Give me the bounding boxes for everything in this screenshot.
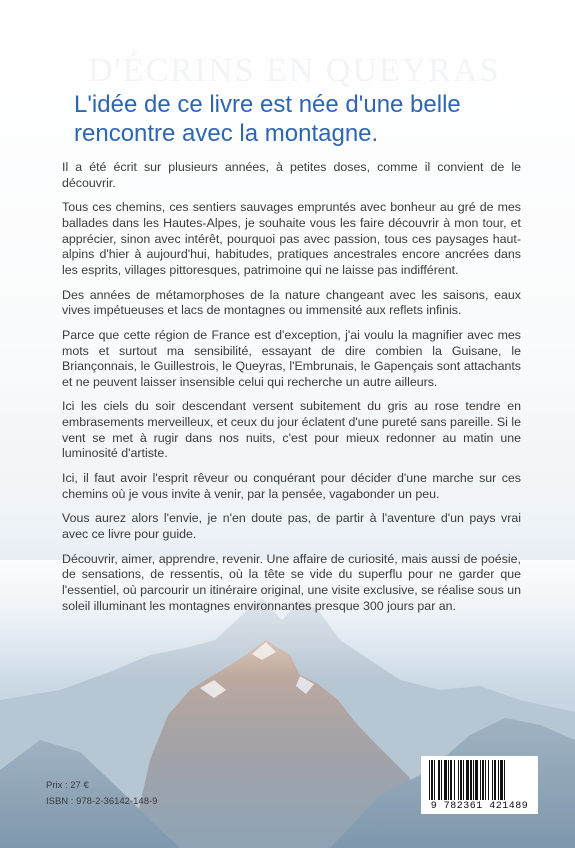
blurb-paragraph: Parce que cette région de France est d'exception, j'ai voulu la magnifier avec mes mots et surtout ma sensibilité, essayant de dire combien la Guisane, le Briançonnais, le Guillestrois, le Queyras, l'Embrunais, le Gapençais sont attachants et ne peuvent laisser insensible celui qui recherche un autre ailleurs. bbox=[62, 327, 521, 389]
barcode-number: 9 782361 421489 bbox=[430, 801, 529, 812]
barcode-bar bbox=[485, 760, 486, 800]
barcode-bar bbox=[466, 760, 469, 800]
barcode-bar bbox=[431, 760, 433, 800]
barcode-bar bbox=[460, 760, 462, 800]
barcode-bars bbox=[427, 760, 532, 800]
price-label: Prix : 27 € bbox=[46, 780, 89, 791]
isbn-barcode bbox=[421, 756, 538, 814]
blurb-paragraph: Découvrir, aimer, apprendre, revenir. Une affaire de curiosité, mais aussi de poésie, de sensations, de ressentis, où la tête se vide du superflu pour ne garder que l'essentiel, où parcourir un itinéraire original, une visite exclusive, se réalise sous un soleil illuminant les montagnes environnantes presque 300 jours par an. bbox=[62, 551, 521, 613]
blurb-text bbox=[62, 160, 521, 623]
blurb-paragraph: Tous ces chemins, ces sentiers sauvages empruntés avec bonheur au gré de mes ballades dans les Hautes-Alpes, je souhaite vous les faire découvrir à mon tour, et apprécier, sinon avec intérêt, pourquoi pas avec passion, tous ces paysages haut-alpins d'hier à aujourd'hui, habitudes, pratiques ancestrales encore ancrées dans les esprits, villages pittoresques, patrimoine qui ne laisse pas indifférent. bbox=[62, 200, 521, 277]
headline: L'idée de ce livre est née d'une belle rencontre avec la montagne. bbox=[74, 91, 461, 147]
blurb-paragraph: Des années de métamorphoses de la nature changeant avec les saisons, eaux vives impétueuses et lacs de montagnes ou immensité aux reflets infinis. bbox=[62, 287, 521, 318]
barcode-bar bbox=[429, 760, 430, 800]
isbn-label: ISBN : 978-2-36142-148-9 bbox=[46, 796, 158, 807]
barcode-bar bbox=[498, 760, 499, 800]
barcode-bar bbox=[480, 760, 481, 800]
barcode-bar bbox=[463, 760, 464, 800]
barcode-bar bbox=[454, 760, 455, 800]
barcode-bar bbox=[488, 760, 489, 800]
barcode-bar bbox=[458, 760, 459, 800]
blurb-paragraph: Ici, il faut avoir l'esprit rêveur ou conquérant pour décider d'une marche sur ces chemins où je vous invite à venir, par la pensée, vagabonder un peu. bbox=[62, 471, 521, 501]
barcode-bar bbox=[448, 760, 449, 800]
barcode-bar bbox=[473, 760, 474, 800]
barcode-bar bbox=[470, 760, 472, 800]
barcode-bar bbox=[475, 760, 478, 800]
barcode-bar bbox=[444, 760, 447, 800]
barcode-bar bbox=[500, 760, 503, 800]
barcode-bar bbox=[434, 760, 435, 800]
barcode-bar bbox=[450, 760, 452, 800]
barcode-bar bbox=[438, 760, 440, 800]
barcode-bar bbox=[504, 760, 505, 800]
barcode-bar bbox=[482, 760, 484, 800]
blurb-paragraph: Ici les ciels du soir descendant versent subitement du gris au rose tendre en embrasements merveilleux, et ceux du jour éclatent d'une pureté sans pareille. Si le vent se met à rugir dans nos nuits, c'est pour mieux redonner au matin une luminosité d'artiste. bbox=[62, 399, 521, 461]
barcode-bar bbox=[494, 760, 496, 800]
blurb-paragraph: Vous aurez alors l'envie, je n'en doute pas, de partir à l'aventure d'un pays vrai avec ce livre pour guide. bbox=[62, 511, 521, 541]
title-watermark: D'ÉCRINS EN QUEYRAS bbox=[88, 52, 501, 89]
blurb-paragraph: Il a été écrit sur plusieurs années, à petites doses, comme il convient de le découvrir. bbox=[62, 160, 521, 190]
barcode-bar bbox=[492, 760, 493, 800]
barcode-bar bbox=[441, 760, 442, 800]
